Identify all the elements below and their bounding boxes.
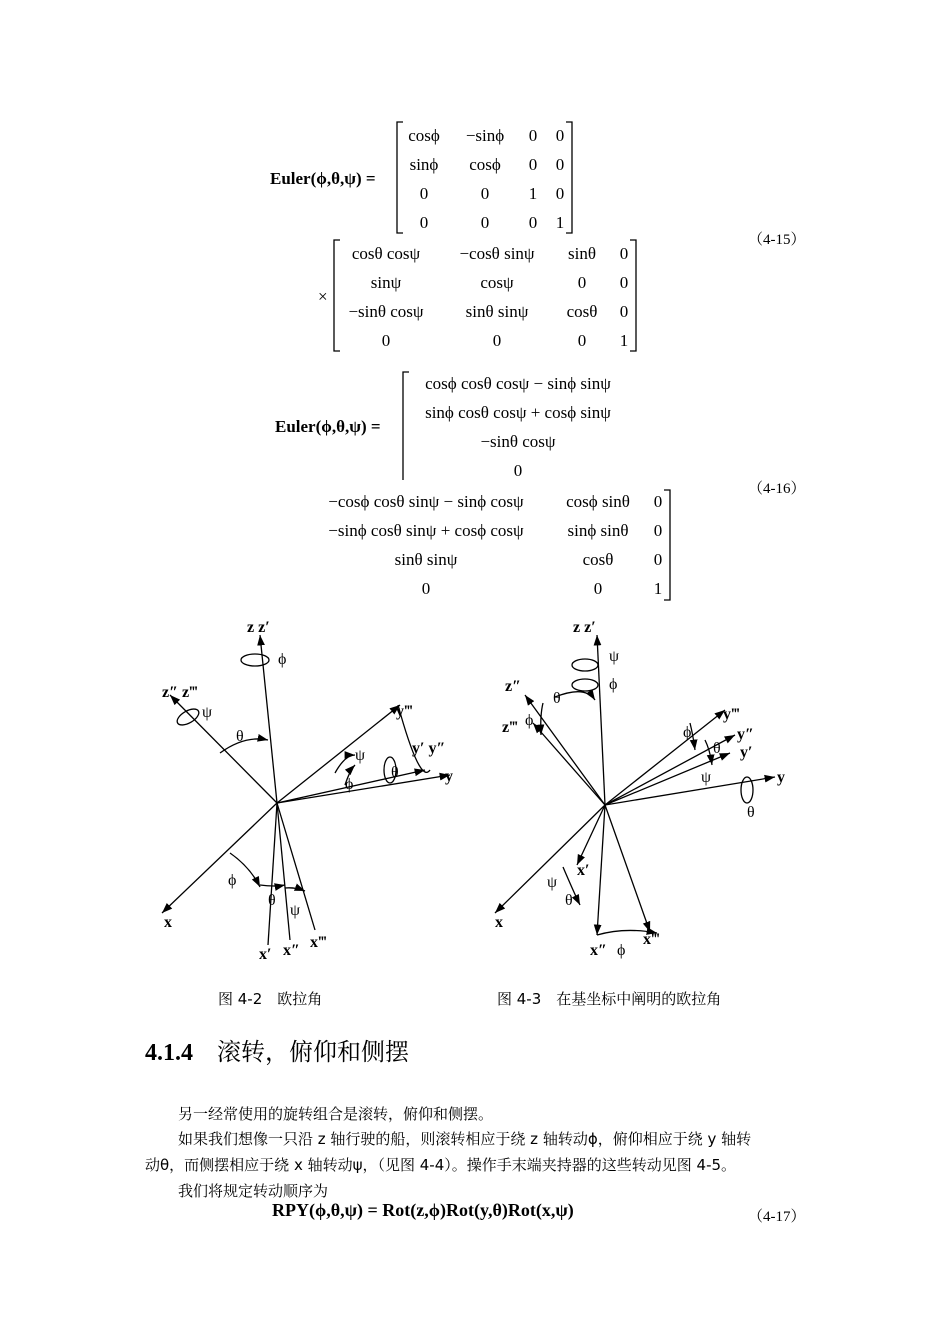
fig3-label-z2: z″	[505, 678, 521, 695]
eq15-m2-cell-r2-c1: sinθ sinψ	[465, 302, 529, 321]
eq15-m2-cell-r1-c0: sinψ	[370, 273, 402, 292]
eq16-bracket-left	[403, 372, 409, 480]
eq15-m1-cell-r0-c0: cosϕ	[408, 126, 440, 145]
eq16-col1-r2: −sinθ cosψ	[480, 432, 556, 451]
fig3-label-psi-r: ψ	[701, 769, 712, 786]
eq16-rest-cell-r0-c0: −cosϕ cosθ sinψ − sinϕ cosψ	[328, 492, 524, 511]
fig3-label-z3: z‴	[502, 719, 518, 736]
eq15-m1-cell-r0-c2: 0	[528, 126, 538, 145]
fig2-label-x1: x′	[259, 946, 272, 963]
eq15-matrix2	[348, 244, 628, 350]
fig3-label-y3: y‴	[723, 706, 740, 723]
eq16-rest-cell-r0-c2: 0	[653, 492, 663, 511]
paragraph-line-1: 另一经常使用的旋转组合是滚转，俯仰和侧摆。	[178, 1105, 494, 1123]
fig3-label-psi-b: ψ	[547, 874, 558, 891]
fig3-label-theta-r: θ	[713, 740, 721, 757]
eq15-lhs: Euler(ϕ,θ,ψ) =	[270, 169, 376, 188]
eq16-rest-cell-r1-c1: sinϕ sinθ	[567, 521, 629, 540]
figure-4-3	[485, 605, 805, 970]
eq17-formula: RPY(ϕ,θ,ψ) = Rot(z,ϕ)Rot(y,θ)Rot(x,ψ)	[272, 1200, 574, 1220]
fig3-label-phi-t: ϕ	[609, 676, 618, 693]
eq15-m1-cell-r3-c3: 1	[555, 213, 565, 232]
eq15-m1-cell-r1-c0: sinϕ	[409, 155, 439, 174]
paragraph-line-2: 如果我们想像一只沿 z 轴行驶的船，则滚转相应于绕 z 轴转动ϕ，俯仰相应于绕 y 轴转	[178, 1130, 752, 1148]
fig2-label-psi-b: ψ	[290, 902, 301, 919]
eq15-m1-cell-r3-c2: 0	[528, 213, 538, 232]
fig2-label-x2: x″	[283, 942, 300, 959]
fig2-label-y: y	[445, 768, 453, 785]
fig3-label-y2: y″	[737, 726, 754, 743]
eq15-m2-cell-r3-c2: 0	[577, 331, 587, 350]
eq15-m2-cell-r0-c3: 0	[619, 244, 629, 263]
eq15-m1-bracket-right	[566, 122, 572, 233]
eq15-m2-bracket-left	[334, 240, 340, 351]
eq16-rest-cell-r3-c2: 1	[653, 579, 663, 598]
eq15-m2-cell-r0-c1: −cosθ sinψ	[459, 244, 535, 263]
eq16-rest-cell-r3-c1: 0	[593, 579, 603, 598]
fig3-label-theta: θ	[553, 690, 561, 707]
eq15-m1-cell-r1-c2: 0	[528, 155, 538, 174]
fig3-label-x: x	[495, 914, 503, 931]
fig3-label-x1: x′	[577, 862, 590, 879]
eq15-m2-cell-r2-c0: −sinθ cosψ	[348, 302, 424, 321]
eq15-number: （4-15）	[748, 232, 806, 248]
eq15-m1-cell-r3-c1: 0	[480, 213, 490, 232]
section-number: 4.1.4	[145, 1040, 193, 1066]
fig3-label-phi-r: ϕ	[683, 724, 692, 741]
eq15-m1-cell-r2-c2: 1	[528, 184, 538, 203]
eq15-m2-cell-r1-c1: cosψ	[480, 273, 514, 292]
eq16-rest-cell-r2-c2: 0	[653, 550, 663, 569]
fig2-label-theta-b: θ	[268, 892, 276, 909]
eq15-m1-cell-r2-c0: 0	[419, 184, 429, 203]
fig3-label-psi-t: ψ	[609, 648, 620, 665]
eq16-rest-cell-r3-c0: 0	[421, 579, 431, 598]
eq15-m2-cell-r0-c2: sinθ	[568, 244, 596, 263]
fig2-label-psi-l: ψ	[202, 704, 213, 721]
eq15-times: ×	[318, 287, 328, 306]
eq15-m2-cell-r1-c2: 0	[577, 273, 587, 292]
fig2-label-z2z3: z″ z‴	[162, 684, 198, 701]
eq16-number: （4-16）	[748, 481, 806, 497]
paragraph-line-4: 我们将规定转动顺序为	[178, 1182, 329, 1200]
equations-svg	[0, 0, 950, 620]
eq15-m2-cell-r3-c1: 0	[492, 331, 502, 350]
fig3-label-y1: y′	[740, 744, 753, 761]
eq16-rest	[328, 492, 662, 598]
eq15-m2-cell-r0-c0: cosθ cosψ	[351, 244, 421, 263]
fig2-label-theta-l: θ	[236, 728, 244, 745]
eq15-m2-cell-r3-c3: 1	[619, 331, 629, 350]
eq15-m2-cell-r2-c3: 0	[619, 302, 629, 321]
fig3-label-phi-b: ϕ	[617, 942, 626, 959]
eq15-m2-bracket-right	[630, 240, 636, 351]
eq15-m2-cell-r3-c0: 0	[381, 331, 391, 350]
eq16-rest-cell-r1-c2: 0	[653, 521, 663, 540]
eq16-rest-cell-r1-c0: −sinϕ cosθ sinψ + cosϕ cosψ	[328, 521, 524, 540]
paragraph-line-3: 动θ，而侧摆相应于绕 x 轴转动ψ，（见图 4-4）。操作手末端夹持器的这些转动见图 4-5。	[145, 1156, 737, 1174]
fig3-label-theta-y: θ	[747, 804, 755, 821]
eq15-m1-cell-r1-c1: cosϕ	[469, 155, 501, 174]
eq17-number: （4-17）	[748, 1209, 806, 1225]
fig2-label-y1y2: y′ y″	[412, 740, 446, 757]
eq15-m1-cell-r0-c1: −sinϕ	[465, 126, 505, 145]
fig2-label-x: x	[164, 914, 172, 931]
eq16-col1-r0: cosϕ cosθ cosψ − sinϕ sinψ	[425, 374, 611, 393]
fig2-caption: 图 4-2 欧拉角	[218, 990, 323, 1008]
fig2-label-phi-top: ϕ	[278, 651, 287, 668]
eq15-m2-cell-r1-c3: 0	[619, 273, 629, 292]
fig2-label-y3: y‴	[396, 703, 413, 720]
eq16-col1	[425, 374, 611, 480]
section-heading	[145, 1032, 409, 1067]
fig2-label-zz1: z z′	[247, 619, 270, 636]
fig3-label-x3: x‴	[643, 931, 660, 948]
fig3-label-x2: x″	[590, 942, 607, 959]
eq15-m1-cell-r2-c1: 0	[480, 184, 490, 203]
eq16-rest-cell-r2-c0: sinθ sinψ	[394, 550, 458, 569]
eq16-col1-r3: 0	[513, 461, 523, 480]
eq15-m1-cell-r2-c3: 0	[555, 184, 565, 203]
fig2-label-theta-r: θ	[391, 764, 399, 781]
section-title: 滚转，俯仰和侧摆	[217, 1038, 409, 1066]
eq16-lhs: Euler(ϕ,θ,ψ) =	[275, 417, 381, 436]
fig3-label-y: y	[777, 769, 785, 786]
fig3-label-zz1: z z′	[573, 619, 596, 636]
fig3-label-phi-l: ϕ	[525, 712, 534, 729]
fig2-label-psi-r: ψ	[355, 747, 366, 764]
eq15-matrix1	[408, 126, 564, 232]
eq15-m1-bracket-left	[397, 122, 403, 233]
fig2-label-x3: x‴	[310, 934, 327, 951]
eq16-col1-r1: sinϕ cosθ cosψ + cosϕ sinψ	[425, 403, 611, 422]
eq15-m1-cell-r1-c3: 0	[555, 155, 565, 174]
figure-4-2	[150, 605, 490, 970]
eq15-m1-cell-r3-c0: 0	[419, 213, 429, 232]
fig3-label-theta-b: θ	[565, 892, 573, 909]
fig2-label-phi-b: ϕ	[228, 872, 237, 889]
eq16-rest-cell-r0-c1: cosϕ sinθ	[566, 492, 630, 511]
fig2-label-phi-r: ϕ	[345, 776, 354, 793]
eq16-bracket-right	[664, 490, 670, 600]
eq15-m1-cell-r0-c3: 0	[555, 126, 565, 145]
eq16-rest-cell-r2-c1: cosθ	[582, 550, 614, 569]
eq15-m2-cell-r2-c2: cosθ	[566, 302, 598, 321]
fig3-caption: 图 4-3 在基坐标中阐明的欧拉角	[497, 990, 722, 1008]
